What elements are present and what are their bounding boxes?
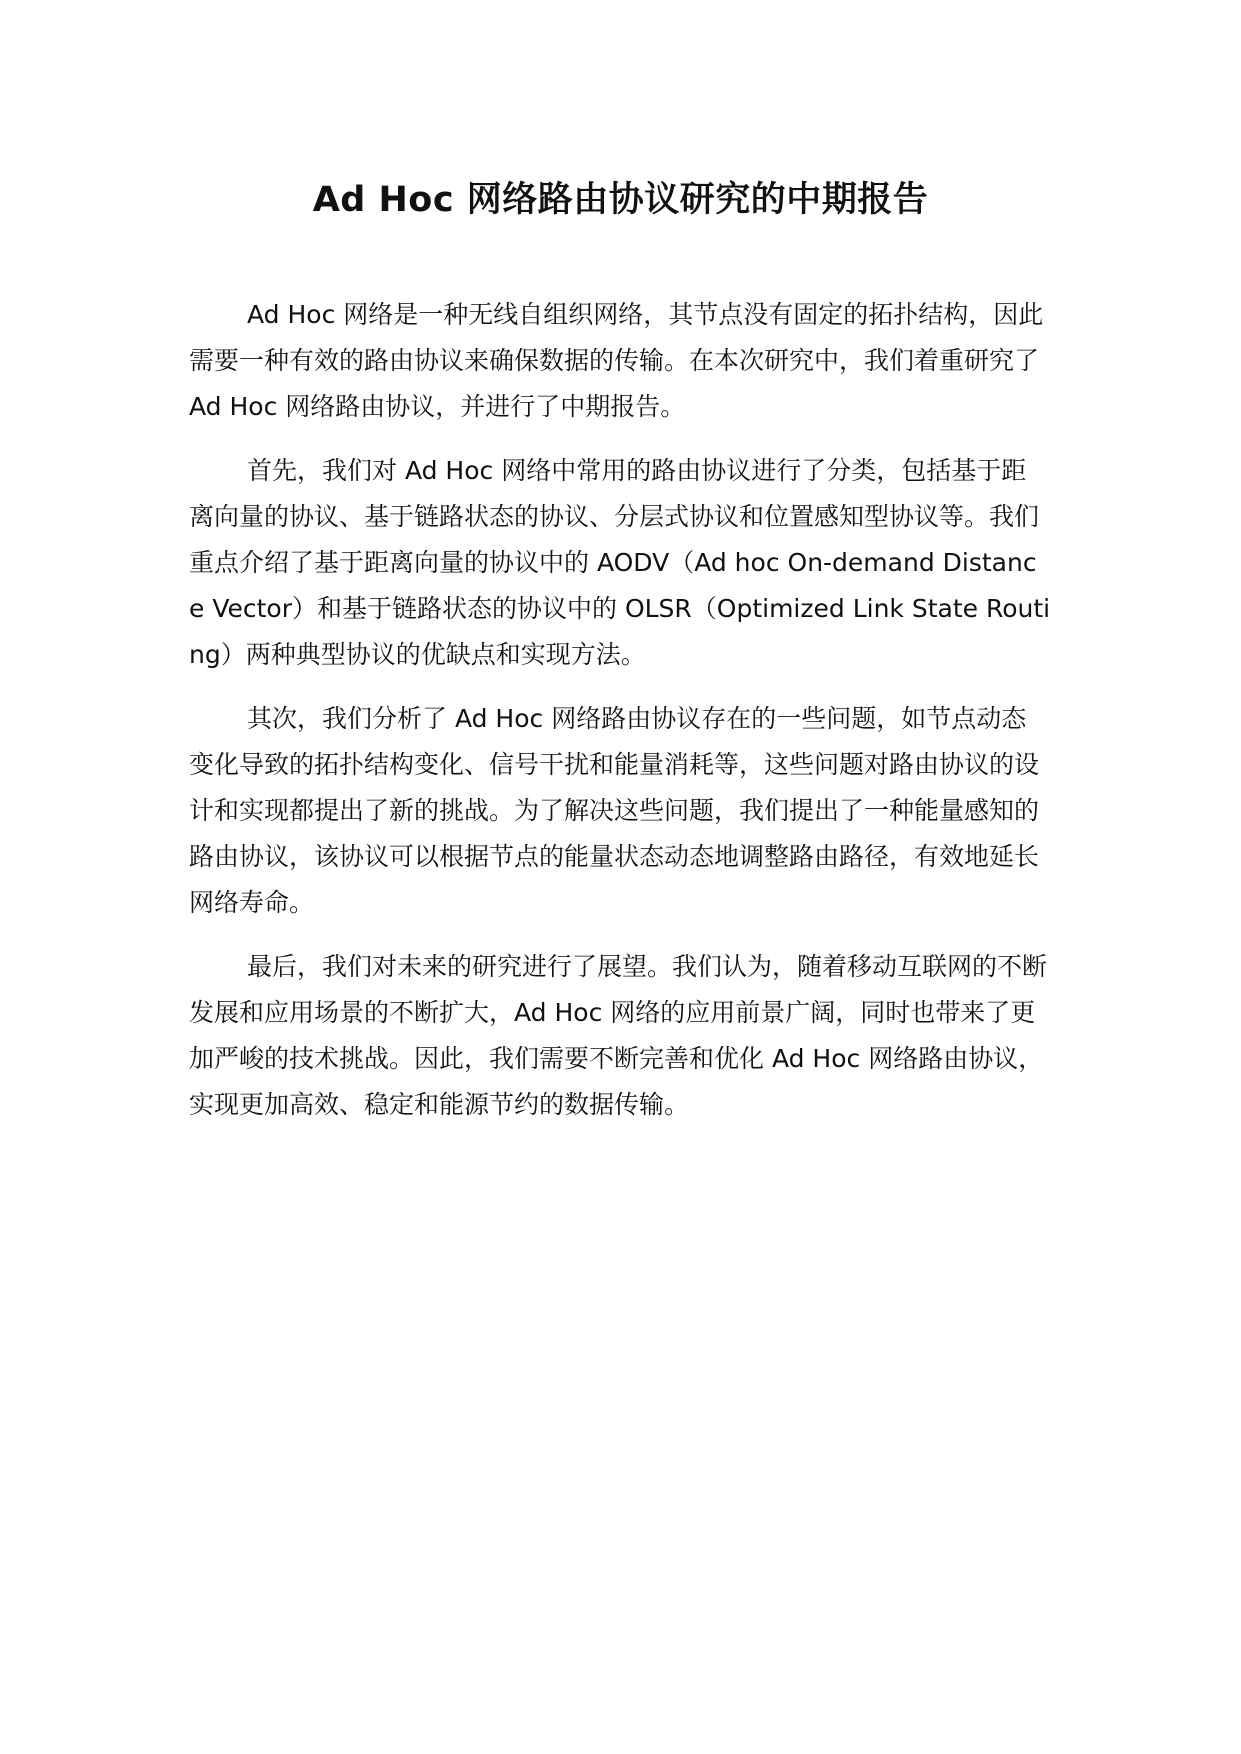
paragraph-4: 最后，我们对未来的研究进行了展望。我们认为，随着移动互联网的不断发展和应用场景的不断扩大，Ad Hoc 网络的应用前景广阔，同时也带来了更加严峻的技术挑战。因此，我们需要不断完善和优化 Ad Hoc 网络路由协议，实现更加高效、稳定和能源节约的数据传输。 — [189, 952, 1048, 1119]
paragraph-3: 其次，我们分析了 Ad Hoc 网络路由协议存在的一些问题，如节点动态变化导致的拓扑结构变化、信号干扰和能量消耗等，这些问题对路由协议的设计和实现都提出了新的挑战。为了解决这些问题，我们提出了一种能量感知的路由协议，该协议可以根据节点的能量状态动态地调整路由路径，有效地延长网络寿命。 — [189, 704, 1040, 917]
document-body — [189, 292, 1051, 1146]
paragraph-2: 首先，我们对 Ad Hoc 网络中常用的路由协议进行了分类，包括基于距离向量的协议、基于链路状态的协议、分层式协议和位置感知型协议等。我们重点介绍了基于距离向量的协议中的 AODV（Ad hoc On-demand Distance Vector）和基于链路状态的协议中的 OLSR（Optimized Link State Routing）两种典型协议的优缺点和实现方法。 — [189, 456, 1051, 669]
paragraph-1: Ad Hoc 网络是一种无线自组织网络，其节点没有固定的拓扑结构，因此需要一种有效的路由协议来确保数据的传输。在本次研究中，我们着重研究了 Ad Hoc 网络路由协议，并进行了中期报告。 — [189, 300, 1044, 421]
document-title: Ad Hoc 网络路由协议研究的中期报告 — [312, 180, 929, 220]
